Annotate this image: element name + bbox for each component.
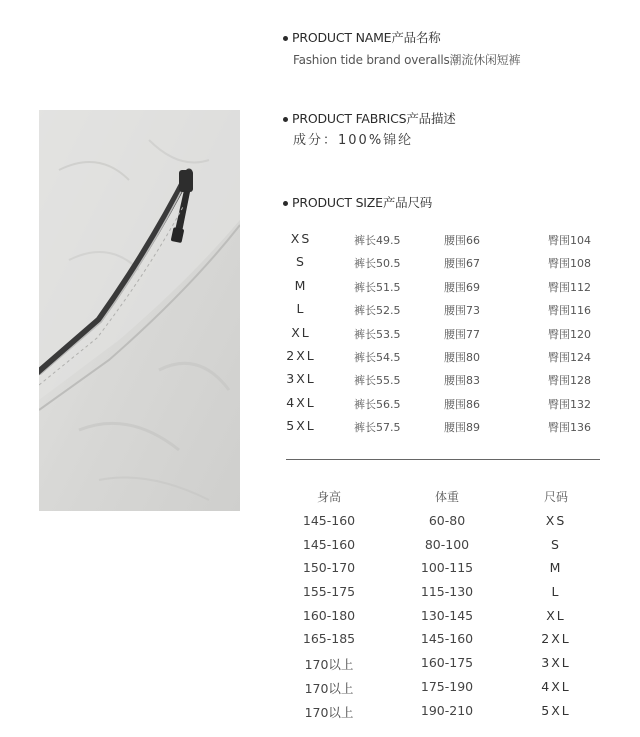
product-size-heading-text: PRODUCT SIZE产品尺码 — [292, 195, 433, 210]
size-value: XS — [545, 513, 567, 528]
size-header: 尺码 — [543, 490, 568, 504]
size-value: M — [549, 560, 563, 576]
hip-value: 臀围104 — [548, 234, 591, 247]
table-row — [286, 700, 600, 724]
size-label: 2XL — [286, 347, 316, 363]
height-value: 165-185 — [302, 631, 356, 647]
table-row — [284, 393, 604, 416]
size-measurement-table — [284, 229, 604, 440]
bullet-dot-icon — [283, 117, 288, 122]
table-row — [284, 252, 604, 275]
height-value: 170以上 — [304, 680, 354, 696]
size-label: 3XL — [286, 371, 316, 387]
length-value: 裤长52.5 — [354, 304, 401, 318]
hip-value: 臀围120 — [548, 327, 591, 341]
size-label: S — [296, 254, 306, 270]
size-value: XL — [546, 607, 566, 623]
size-label: XS — [290, 231, 312, 246]
product-fabrics-value: 成分：100%锦纶 — [293, 133, 414, 148]
waist-value: 腰围83 — [444, 374, 480, 388]
waist-value: 腰围73 — [444, 304, 480, 318]
section-divider — [286, 459, 600, 460]
body-size-recommendation-table — [286, 485, 600, 723]
table-row — [284, 276, 604, 299]
product-name-heading-text: PRODUCT NAME产品名称 — [292, 30, 441, 45]
size-value: L — [551, 584, 561, 600]
size-value: 5XL — [541, 702, 571, 718]
size-label: L — [296, 301, 306, 317]
waist-value: 腰围67 — [444, 257, 480, 271]
height-header: 身高 — [316, 490, 341, 504]
height-value: 150-170 — [302, 560, 356, 576]
size-label: 5XL — [286, 418, 316, 434]
table-row — [284, 369, 604, 392]
product-name-value: Fashion tide brand overalls潮流休闲短裤 — [293, 53, 521, 67]
height-value: 170以上 — [304, 704, 354, 720]
length-value: 裤长49.5 — [354, 234, 401, 247]
weight-value: 100-115 — [420, 560, 474, 576]
weight-value: 130-145 — [420, 607, 474, 623]
size-label: 4XL — [286, 394, 316, 410]
length-value: 裤长51.5 — [354, 280, 401, 294]
product-fabrics-heading — [283, 109, 456, 127]
size-value: 3XL — [541, 655, 571, 671]
waist-value: 腰围69 — [444, 280, 480, 294]
length-value: 裤长54.5 — [354, 350, 401, 364]
length-value: 裤长53.5 — [354, 327, 401, 341]
height-value: 155-175 — [302, 584, 356, 600]
size-value: 2XL — [541, 631, 571, 647]
table-row — [286, 628, 600, 652]
weight-value: 175-190 — [420, 678, 474, 694]
length-value: 裤长55.5 — [354, 374, 401, 388]
hip-value: 臀围136 — [548, 421, 591, 435]
size-label: M — [294, 277, 308, 293]
product-name-heading — [283, 28, 441, 46]
weight-value: 60-80 — [428, 513, 466, 528]
waist-value: 腰围80 — [444, 350, 480, 364]
product-size-heading — [283, 193, 432, 211]
table-row — [286, 510, 600, 534]
table-row — [286, 652, 600, 676]
length-value: 裤长50.5 — [354, 257, 401, 271]
hip-value: 臀围112 — [548, 280, 591, 294]
weight-value: 115-130 — [420, 584, 474, 600]
waist-value: 腰围66 — [444, 234, 480, 247]
weight-value: 160-175 — [420, 655, 474, 671]
waist-value: 腰围89 — [444, 421, 480, 435]
weight-header: 体重 — [434, 490, 459, 504]
table-row — [286, 534, 600, 558]
weight-value: 190-210 — [420, 702, 474, 718]
height-value: 145-160 — [302, 513, 356, 528]
weight-value: 80-100 — [424, 536, 470, 552]
hip-value: 臀围124 — [548, 350, 591, 364]
length-value: 裤长57.5 — [354, 421, 401, 435]
weight-value: 145-160 — [420, 631, 474, 647]
table-row — [284, 416, 604, 439]
hip-value: 臀围132 — [548, 397, 591, 411]
table-row — [286, 605, 600, 629]
size-value: S — [551, 536, 561, 552]
table-row — [284, 299, 604, 322]
hip-value: 臀围108 — [548, 257, 591, 271]
waist-value: 腰围86 — [444, 397, 480, 411]
table-row — [286, 557, 600, 581]
waist-value: 腰围77 — [444, 327, 480, 341]
table-row — [284, 323, 604, 346]
height-value: 145-160 — [302, 536, 356, 552]
height-value: 160-180 — [302, 607, 356, 623]
length-value: 裤长56.5 — [354, 397, 401, 411]
product-fabrics-heading-text: PRODUCT FABRICS产品描述 — [292, 111, 456, 126]
height-value: 170以上 — [304, 657, 354, 673]
table-row — [284, 346, 604, 369]
hip-value: 臀围128 — [548, 374, 591, 388]
table-row — [286, 581, 600, 605]
bullet-dot-icon — [283, 201, 288, 206]
size-value: 4XL — [541, 678, 571, 694]
bullet-dot-icon — [283, 36, 288, 41]
size-label: XL — [291, 324, 311, 340]
table-row — [286, 676, 600, 700]
hip-value: 臀围116 — [548, 304, 591, 318]
product-photo-zipper-detail — [39, 110, 240, 511]
table-row — [284, 229, 604, 252]
table-header-row — [286, 485, 600, 510]
